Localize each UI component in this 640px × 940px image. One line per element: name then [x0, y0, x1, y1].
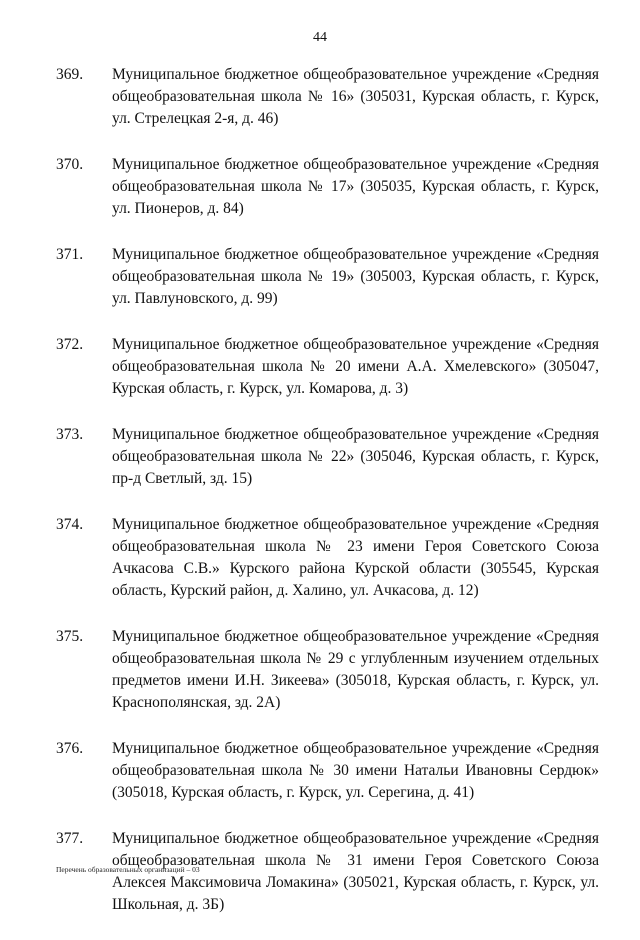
entry-number: 371. — [56, 246, 84, 263]
list-item — [0, 514, 640, 602]
entry-number: 373. — [56, 426, 84, 443]
page-number: 44 — [313, 30, 327, 45]
list-item — [0, 738, 640, 804]
list-item — [0, 244, 640, 310]
entry-text: Муниципальное бюджетное общеобразовательное учреждение «Средняя общеобразовательная школа № 17» (305035, Курская область, г. Курск, ул. Пионеров, д. 84) — [112, 156, 599, 217]
entry-text: Муниципальное бюджетное общеобразовательное учреждение «Средняя общеобразовательная школа № 16» (305031, Курская область, г. Курск, ул. Стрелецкая 2-я, д. 46) — [112, 66, 599, 127]
entry-number: 369. — [56, 66, 84, 83]
entry-text: Муниципальное бюджетное общеобразовательное учреждение «Средняя общеобразовательная школа № 22» (305046, Курская область, г. Курск, пр-д Светлый, зд. 15) — [112, 426, 599, 487]
entry-text: Муниципальное бюджетное общеобразовательное учреждение «Средняя общеобразовательная школа № 31 имени Героя Советского Союза Алексея Максимовича Ломакина» (305021, Курская область, г. Курск, ул. Школьная, д. 3Б) — [112, 830, 599, 913]
list-item — [0, 154, 640, 220]
entry-number: 376. — [56, 740, 84, 757]
list-item — [0, 626, 640, 714]
entry-list — [0, 64, 640, 940]
entry-number: 375. — [56, 628, 84, 645]
entry-text: Муниципальное бюджетное общеобразовательное учреждение «Средняя общеобразовательная школа № 23 имени Героя Советского Союза Ачкасова С.В.» Курского района Курской области (305545, Курская область, Курский район, д. Халино, ул. Ачкасова, д. 12) — [112, 516, 599, 599]
entry-text: Муниципальное бюджетное общеобразовательное учреждение «Средняя общеобразовательная школа № 20 имени А.А. Хмелевского» (305047, Курская область, г. Курск, ул. Комарова, д. 3) — [112, 336, 599, 397]
entry-text: Муниципальное бюджетное общеобразовательное учреждение «Средняя общеобразовательная школа № 19» (305003, Курская область, г. Курск, ул. Павлуновского, д. 99) — [112, 246, 599, 307]
list-item — [0, 424, 640, 490]
list-item — [0, 334, 640, 400]
list-item — [0, 64, 640, 130]
entry-number: 372. — [56, 336, 84, 353]
entry-number: 370. — [56, 156, 84, 173]
document-footer: Перечень образовательных организаций – 03 — [56, 865, 200, 874]
entry-number: 377. — [56, 830, 84, 847]
entry-text: Муниципальное бюджетное общеобразовательное учреждение «Средняя общеобразовательная школа № 30 имени Натальи Ивановны Сердюк» (305018, Курская область, г. Курск, ул. Серегина, д. 41) — [112, 740, 599, 801]
entry-text: Муниципальное бюджетное общеобразовательное учреждение «Средняя общеобразовательная школа № 29 с углубленным изучением отдельных предметов имени И.Н. Зикеева» (305018, Курская область, г. Курск, ул. Краснополянская, зд. 2А) — [112, 628, 599, 711]
entry-number: 374. — [56, 516, 84, 533]
